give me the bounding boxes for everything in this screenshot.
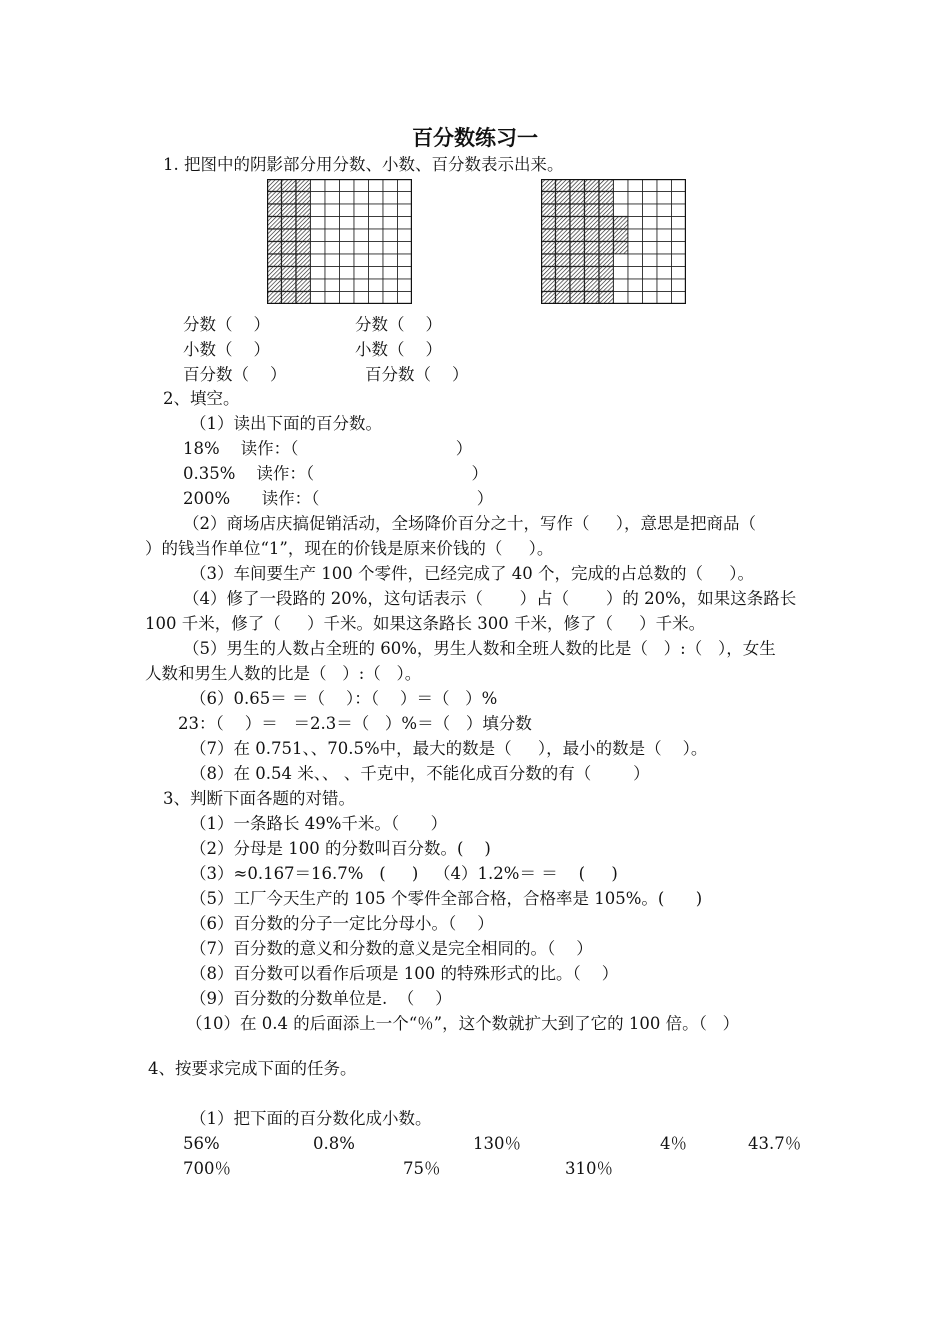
shaded-cell bbox=[599, 267, 614, 280]
grid-cell bbox=[340, 179, 355, 192]
shaded-cell bbox=[556, 279, 571, 292]
shaded-cell bbox=[585, 279, 600, 292]
grid-cell bbox=[657, 179, 672, 192]
grid-cell bbox=[398, 204, 413, 217]
shaded-cell bbox=[585, 242, 600, 255]
percent-value: 4％ bbox=[660, 1134, 687, 1153]
shaded-cell bbox=[556, 204, 571, 217]
grid-cell bbox=[614, 204, 629, 217]
shaded-cell bbox=[541, 179, 556, 192]
grid-cell bbox=[354, 279, 369, 292]
grid-cell bbox=[325, 279, 340, 292]
percent-value: 310％ bbox=[565, 1159, 613, 1178]
grid-cell bbox=[311, 279, 326, 292]
grid-cell bbox=[325, 192, 340, 205]
text-line: ）的钱当作单位“1”，现在的价钱是原来价钱的（ ）。 bbox=[145, 539, 554, 558]
grid-cell bbox=[657, 292, 672, 305]
shaded-cell bbox=[267, 267, 282, 280]
grid-cell bbox=[628, 204, 643, 217]
shaded-cell bbox=[296, 242, 311, 255]
grid-cell bbox=[672, 229, 687, 242]
shaded-cell bbox=[282, 192, 297, 205]
text-line: （1）读出下面的百分数。 bbox=[190, 414, 382, 433]
grid-cell bbox=[369, 242, 384, 255]
text-line: 18% 读作：（ ） bbox=[183, 439, 473, 458]
grid-cell bbox=[311, 192, 326, 205]
grid-cell bbox=[657, 204, 672, 217]
grid-cell bbox=[657, 254, 672, 267]
shaded-cell bbox=[570, 279, 585, 292]
right-fraction-label: 分数（ ） bbox=[355, 315, 442, 334]
grid-cell bbox=[614, 179, 629, 192]
grid-cell bbox=[369, 254, 384, 267]
hundred-grid-right bbox=[541, 179, 686, 304]
percent-value: 75％ bbox=[403, 1159, 441, 1178]
grid-cell bbox=[383, 254, 398, 267]
grid-cell bbox=[354, 254, 369, 267]
shaded-cell bbox=[570, 229, 585, 242]
shaded-cell bbox=[570, 242, 585, 255]
text-line: 4、按要求完成下面的任务。 bbox=[148, 1059, 357, 1078]
text-line: （8）在 0.54 米、、 、千克中，不能化成百分数的有（ ） bbox=[190, 764, 650, 783]
shaded-cell bbox=[556, 267, 571, 280]
grid-cell bbox=[672, 179, 687, 192]
text-line: （6）百分数的分子一定比分母小。（ ） bbox=[190, 914, 494, 933]
text-line: （1）把下面的百分数化成小数。 bbox=[190, 1109, 432, 1128]
text-line: 人数和男生人数的比是（ ）:（ ）。 bbox=[145, 664, 422, 683]
shaded-cell bbox=[585, 254, 600, 267]
grid-cell bbox=[643, 217, 658, 230]
text-line: （5）工厂今天生产的 105 个零件全部合格，合格率是 105%。( ) bbox=[190, 889, 703, 908]
grid-cell bbox=[311, 254, 326, 267]
shaded-cell bbox=[267, 179, 282, 192]
grid-cell bbox=[369, 192, 384, 205]
grid-cell bbox=[369, 229, 384, 242]
text-line: （8）百分数可以看作后项是 100 的特殊形式的比。（ ） bbox=[190, 964, 619, 983]
grid-cell bbox=[340, 279, 355, 292]
shaded-cell bbox=[556, 229, 571, 242]
grid-cell bbox=[643, 204, 658, 217]
shaded-cell bbox=[296, 217, 311, 230]
grid-cell bbox=[672, 267, 687, 280]
grid-cell bbox=[325, 204, 340, 217]
shaded-cell bbox=[614, 242, 629, 255]
grid-cell bbox=[354, 204, 369, 217]
shaded-cell bbox=[614, 217, 629, 230]
grid-cell bbox=[398, 242, 413, 255]
left-decimal-label: 小数（ ） bbox=[183, 340, 270, 359]
grid-cell bbox=[369, 279, 384, 292]
grid-cell bbox=[398, 229, 413, 242]
grid-cell bbox=[340, 292, 355, 305]
shaded-cell bbox=[585, 192, 600, 205]
shaded-cell bbox=[556, 242, 571, 255]
text-line: 100 千米，修了（ ）千米。如果这条路长 300 千米，修了（ ）千米。 bbox=[145, 614, 706, 633]
shaded-cell bbox=[570, 292, 585, 305]
grid-cell bbox=[672, 217, 687, 230]
text-line: （3）≈0.167＝16.7% ( ) （4）1.2%＝ ＝ ( ) bbox=[190, 864, 618, 883]
grid-cell bbox=[643, 242, 658, 255]
text-line: （1）一条路长 49%千米。（ ） bbox=[190, 814, 448, 833]
grid-cell bbox=[325, 179, 340, 192]
text-line: （7）在 0.751、、70.5%中，最大的数是（ ），最小的数是（ ）。 bbox=[190, 739, 708, 758]
grid-cell bbox=[614, 254, 629, 267]
shaded-cell bbox=[599, 192, 614, 205]
grid-cell bbox=[628, 292, 643, 305]
grid-cell bbox=[657, 279, 672, 292]
left-percent-label: 百分数（ ） bbox=[183, 365, 287, 384]
shaded-cell bbox=[296, 292, 311, 305]
percent-value: 43.7％ bbox=[748, 1134, 802, 1153]
text-line: 3、判断下面各题的对错。 bbox=[163, 789, 355, 808]
grid-cell bbox=[628, 279, 643, 292]
text-line: （3）车间要生产 100 个零件，已经完成了 40 个，完成的占总数的（ ）。 bbox=[190, 564, 754, 583]
right-percent-label: 百分数（ ） bbox=[365, 365, 469, 384]
grid-cell bbox=[311, 204, 326, 217]
text-line: （7）百分数的意义和分数的意义是完全相同的。（ ） bbox=[190, 939, 593, 958]
shaded-cell bbox=[585, 229, 600, 242]
grid-cell bbox=[369, 204, 384, 217]
grid-cell bbox=[325, 217, 340, 230]
shaded-cell bbox=[541, 217, 556, 230]
grid-cell bbox=[354, 217, 369, 230]
grid-cell bbox=[369, 267, 384, 280]
grid-cell bbox=[354, 192, 369, 205]
grid-cell bbox=[383, 204, 398, 217]
text-line: （9）百分数的分数单位是. （ ） bbox=[190, 989, 452, 1008]
shaded-cell bbox=[541, 267, 556, 280]
grid-cell bbox=[325, 242, 340, 255]
shaded-cell bbox=[541, 192, 556, 205]
text-line: 1. 把图中的阴影部分用分数、小数、百分数表示出来。 bbox=[163, 155, 564, 174]
grid-cell bbox=[369, 179, 384, 192]
shaded-cell bbox=[282, 204, 297, 217]
grid-cell bbox=[643, 192, 658, 205]
shaded-cell bbox=[541, 254, 556, 267]
grid-cell bbox=[383, 192, 398, 205]
percent-value: 700％ bbox=[183, 1159, 231, 1178]
shaded-cell bbox=[599, 229, 614, 242]
shaded-cell bbox=[570, 192, 585, 205]
shaded-cell bbox=[282, 179, 297, 192]
shaded-cell bbox=[599, 279, 614, 292]
grid-cell bbox=[398, 267, 413, 280]
grid-cell bbox=[672, 292, 687, 305]
shaded-cell bbox=[267, 204, 282, 217]
grid-cell bbox=[628, 267, 643, 280]
grid-cell bbox=[354, 292, 369, 305]
shaded-cell bbox=[282, 292, 297, 305]
grid-cell bbox=[354, 242, 369, 255]
shaded-cell bbox=[570, 267, 585, 280]
shaded-cell bbox=[599, 242, 614, 255]
shaded-cell bbox=[570, 204, 585, 217]
grid-cell bbox=[672, 192, 687, 205]
shaded-cell bbox=[556, 254, 571, 267]
grid-cell bbox=[672, 254, 687, 267]
text-line: （10）在 0.4 的后面添上一个“％”，这个数就扩大到了它的 100 倍。（ ） bbox=[186, 1014, 740, 1033]
grid-cell bbox=[325, 254, 340, 267]
grid-cell bbox=[643, 254, 658, 267]
grid-cell bbox=[628, 192, 643, 205]
grid-cell bbox=[311, 229, 326, 242]
grid-cell bbox=[398, 279, 413, 292]
shaded-cell bbox=[296, 267, 311, 280]
right-decimal-label: 小数（ ） bbox=[355, 340, 442, 359]
grid-cell bbox=[628, 179, 643, 192]
grid-cell bbox=[383, 279, 398, 292]
grid-cell bbox=[628, 229, 643, 242]
grid-cell bbox=[614, 192, 629, 205]
text-line: （4）修了一段路的 20%，这句话表示（ ）占（ ）的 20%，如果这条路长 bbox=[183, 589, 797, 608]
shaded-cell bbox=[585, 292, 600, 305]
shaded-cell bbox=[296, 229, 311, 242]
text-line: 23：（ ）＝ ＝2.3＝（ ）%＝（ ）填分数 bbox=[178, 714, 532, 733]
shaded-cell bbox=[267, 229, 282, 242]
grid-cell bbox=[628, 217, 643, 230]
shaded-cell bbox=[599, 204, 614, 217]
grid-cell bbox=[311, 292, 326, 305]
shaded-cell bbox=[282, 279, 297, 292]
text-line: （5）男生的人数占全班的 60%，男生人数和全班人数的比是（ ）:（ ），女生 bbox=[183, 639, 776, 658]
shaded-cell bbox=[267, 217, 282, 230]
shaded-cell bbox=[267, 254, 282, 267]
shaded-cell bbox=[267, 242, 282, 255]
percent-value: 130％ bbox=[473, 1134, 521, 1153]
shaded-cell bbox=[599, 254, 614, 267]
shaded-cell bbox=[267, 292, 282, 305]
text-line: （2）商场店庆搞促销活动，全场降价百分之十，写作（ ），意思是把商品（ bbox=[183, 514, 756, 533]
shaded-cell bbox=[541, 229, 556, 242]
percent-value: 0.8% bbox=[313, 1134, 355, 1153]
grid-cell bbox=[628, 242, 643, 255]
shaded-cell bbox=[296, 279, 311, 292]
shaded-cell bbox=[556, 179, 571, 192]
grid-cell bbox=[672, 204, 687, 217]
shaded-cell bbox=[541, 292, 556, 305]
grid-cell bbox=[340, 217, 355, 230]
grid-cell bbox=[398, 179, 413, 192]
shaded-cell bbox=[570, 179, 585, 192]
grid-cell bbox=[657, 229, 672, 242]
shaded-cell bbox=[570, 254, 585, 267]
grid-cell bbox=[340, 267, 355, 280]
shaded-cell bbox=[282, 229, 297, 242]
shaded-cell bbox=[556, 192, 571, 205]
grid-cell bbox=[614, 292, 629, 305]
text-line: 2、填空。 bbox=[163, 389, 240, 408]
shaded-cell bbox=[599, 217, 614, 230]
shaded-cell bbox=[296, 179, 311, 192]
shaded-cell bbox=[267, 279, 282, 292]
grid-cell bbox=[369, 217, 384, 230]
grid-cell bbox=[398, 254, 413, 267]
grid-cell bbox=[325, 229, 340, 242]
grid-cell bbox=[311, 217, 326, 230]
shaded-cell bbox=[599, 179, 614, 192]
shaded-cell bbox=[296, 254, 311, 267]
grid-cell bbox=[614, 279, 629, 292]
text-line: （2）分母是 100 的分数叫百分数。( ) bbox=[190, 839, 491, 858]
shaded-cell bbox=[282, 242, 297, 255]
grid-cell bbox=[383, 267, 398, 280]
grid-cell bbox=[383, 242, 398, 255]
shaded-cell bbox=[296, 204, 311, 217]
grid-cell bbox=[657, 192, 672, 205]
grid-cell bbox=[657, 217, 672, 230]
grid-cell bbox=[383, 229, 398, 242]
grid-cell bbox=[643, 229, 658, 242]
shaded-cell bbox=[541, 279, 556, 292]
grid-cell bbox=[383, 292, 398, 305]
shaded-cell bbox=[599, 292, 614, 305]
shaded-cell bbox=[614, 229, 629, 242]
grid-cell bbox=[340, 204, 355, 217]
grid-cell bbox=[354, 267, 369, 280]
grid-cell bbox=[383, 179, 398, 192]
grid-cell bbox=[340, 242, 355, 255]
shaded-cell bbox=[541, 204, 556, 217]
text-line: 0.35% 读作：（ ） bbox=[183, 464, 488, 483]
grid-cell bbox=[311, 242, 326, 255]
grid-cell bbox=[311, 267, 326, 280]
shaded-cell bbox=[556, 292, 571, 305]
shaded-cell bbox=[282, 254, 297, 267]
page-title: 百分数练习一 bbox=[412, 125, 538, 150]
grid-cell bbox=[340, 254, 355, 267]
shaded-cell bbox=[282, 267, 297, 280]
grid-cell bbox=[657, 267, 672, 280]
percent-value: 56% bbox=[183, 1134, 220, 1153]
grid-cell bbox=[325, 292, 340, 305]
hundred-grid-left bbox=[267, 179, 412, 304]
grid-cell bbox=[354, 179, 369, 192]
shaded-cell bbox=[585, 267, 600, 280]
shaded-cell bbox=[296, 192, 311, 205]
shaded-cell bbox=[556, 217, 571, 230]
grid-cell bbox=[643, 179, 658, 192]
grid-cell bbox=[340, 229, 355, 242]
grid-cell bbox=[643, 292, 658, 305]
grid-cell bbox=[369, 292, 384, 305]
grid-cell bbox=[628, 254, 643, 267]
shaded-cell bbox=[282, 217, 297, 230]
grid-cell bbox=[325, 267, 340, 280]
grid-cell bbox=[672, 279, 687, 292]
grid-cell bbox=[398, 192, 413, 205]
grid-cell bbox=[398, 292, 413, 305]
shaded-cell bbox=[541, 242, 556, 255]
shaded-cell bbox=[585, 179, 600, 192]
text-line: 200% 读作：（ ） bbox=[183, 489, 494, 508]
grid-cell bbox=[643, 267, 658, 280]
text-line: （6）0.65＝ ＝（ ）：（ ）＝（ ）% bbox=[190, 689, 498, 708]
left-fraction-label: 分数（ ） bbox=[183, 315, 270, 334]
grid-cell bbox=[643, 279, 658, 292]
grid-cell bbox=[614, 267, 629, 280]
shaded-cell bbox=[267, 192, 282, 205]
shaded-cell bbox=[570, 217, 585, 230]
grid-cell bbox=[354, 229, 369, 242]
grid-cell bbox=[311, 179, 326, 192]
grid-cell bbox=[340, 192, 355, 205]
grid-cell bbox=[672, 242, 687, 255]
grid-cell bbox=[383, 217, 398, 230]
grid-cell bbox=[398, 217, 413, 230]
shaded-cell bbox=[585, 204, 600, 217]
grid-cell bbox=[657, 242, 672, 255]
shaded-cell bbox=[585, 217, 600, 230]
